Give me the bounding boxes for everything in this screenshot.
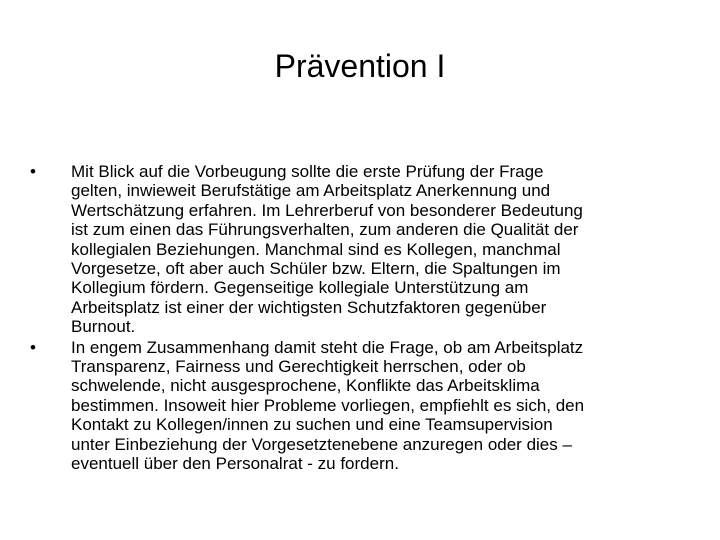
text-line: Burnout. xyxy=(71,317,136,337)
text-line: gelten, inwieweit Berufstätige am Arbeitsplatz Anerkennung und xyxy=(71,181,551,201)
text-line: kollegialen Beziehungen. Manchmal sind es Kollegen, manchmal xyxy=(71,239,561,259)
text-line: unter Einbeziehung der Vorgesetztenebene anzuregen oder dies – xyxy=(71,434,572,454)
bullet-dot-icon: • xyxy=(30,337,36,357)
text-line: schwelende, nicht ausgesprochene, Konflikte das Arbeitsklima xyxy=(71,376,540,396)
bullet-item xyxy=(30,162,680,337)
slide-title: Prävention I xyxy=(274,48,446,84)
text-line: Wertschätzung erfahren. Im Lehrerberuf von besonderer Bedeutung xyxy=(71,200,583,220)
bullet-list xyxy=(30,162,680,475)
text-line: Kontakt zu Kollegen/innen zu suchen und eine Teamsupervision xyxy=(71,415,553,435)
text-line: In engem Zusammenhang damit steht die Frage, ob am Arbeitsplatz xyxy=(71,337,584,357)
text-line: Transparenz, Fairness und Gerechtigkeit herrschen, oder ob xyxy=(71,357,526,377)
text-line: Vorgesetze, oft aber auch Schüler bzw. Eltern, die Spaltungen im xyxy=(71,259,561,279)
bullet-text xyxy=(71,338,680,474)
text-line: Kollegium fördern. Gegenseitige kollegiale Unterstützung am xyxy=(71,278,529,298)
text-line: eventuell über den Personalrat - zu fordern. xyxy=(71,454,399,474)
text-line: ist zum einen das Führungsverhalten, zum anderen die Qualität der xyxy=(71,220,579,240)
text-line: bestimmen. Insoweit hier Probleme vorliegen, empfiehlt es sich, den xyxy=(71,395,585,415)
text-line: Arbeitsplatz ist einer der wichtigsten Schutzfaktoren gegenüber xyxy=(71,297,547,317)
bullet-text xyxy=(71,162,680,337)
bullet-dot-icon: • xyxy=(30,162,36,181)
bullet-item xyxy=(30,338,680,474)
text-line: Mit Blick auf die Vorbeugung sollte die erste Prüfung der Frage xyxy=(71,162,544,181)
